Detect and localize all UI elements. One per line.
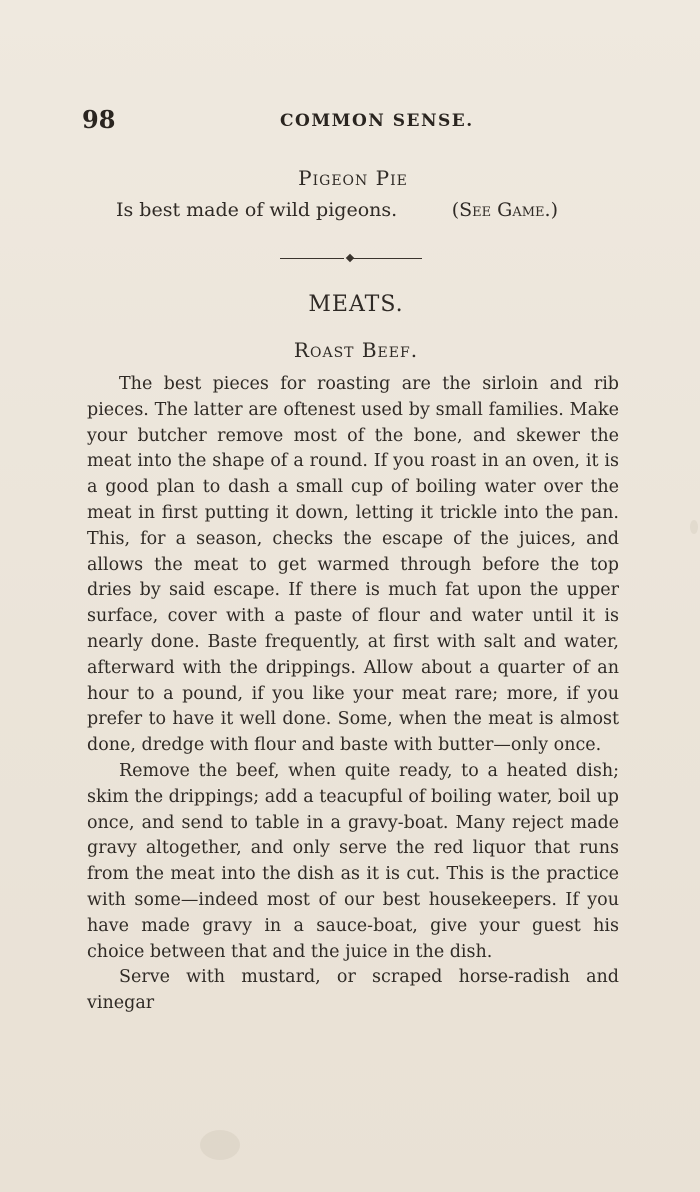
paper-stain (690, 520, 698, 534)
recipe-body (87, 372, 619, 1017)
body-paragraph: Serve with mustard, or scraped horse-radish and vinegar (87, 967, 619, 1014)
pigeon-pie-text: Is best made of wild pigeons. (116, 199, 398, 221)
running-head-title: COMMON SENSE. (280, 111, 474, 131)
section-divider (280, 254, 422, 264)
body-paragraph: The best pieces for roasting are the sirloin and rib pieces. The latter are oftenest used by small families. Make your butcher remove most of the bone, and skewer the meat into the shape of a round. If you roast in an oven, it is a good plan to dash a small cup of boiling water over the meat in first putting it down, letting it trickle into the pan. This, for a season, checks the escape of the juices, and allows the meat to get warmed through before the top dries by said escape. If there is much fat upon the upper surface, cover with a paste of flour and water until it is nearly done. Baste frequently, at first with salt and water, afterward with the drippings. Allow about a quarter of an hour to a pound, if you like your meat rare; more, if you prefer to have it well done. Some, when the meat is almost done, dredge with flour and baste with butter—only once. (87, 374, 619, 756)
section-title: MEATS. (308, 292, 404, 317)
page-number: 98 (82, 105, 116, 134)
pigeon-pie-heading: Pigeon Pie (298, 166, 408, 190)
pigeon-pie-reference: (See Game.) (451, 199, 558, 221)
body-paragraph: Remove the beef, when quite ready, to a heated dish; skim the drippings; add a teacupful of boiling water, boil up once, and send to table in a gravy-boat. Many reject made gravy altogether, and only serve the red liquor that runs from the meat into the dish as it is cut. This is the practice with some—indeed most of our best housekeepers. If you have made gravy in a sauce-boat, give your guest his choice between that and the juice in the dish. (87, 760, 619, 962)
divider-rule-left (280, 258, 344, 259)
recipe-title: Roast Beef. (293, 338, 419, 362)
paper-stain (200, 1130, 240, 1160)
divider-rule-right (352, 258, 422, 259)
running-head (0, 103, 700, 143)
